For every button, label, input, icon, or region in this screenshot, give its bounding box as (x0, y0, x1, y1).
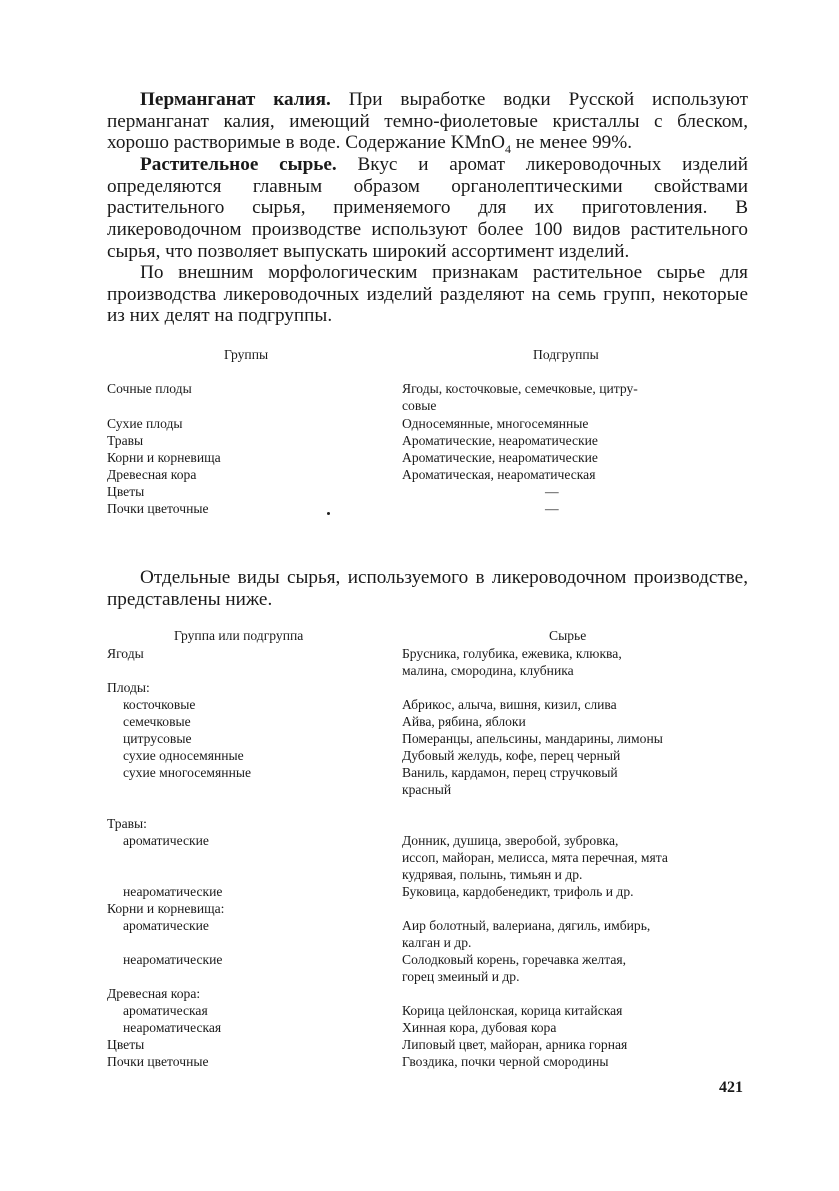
table1-subgroup: Односемянные, многосемянные (402, 416, 589, 431)
table2-subgroup: ароматические (123, 833, 209, 848)
table2-subgroup: сухие односемянные (123, 748, 244, 763)
table2-group: Корни и корневища: (107, 901, 225, 916)
table2-subgroup: косточковые (123, 697, 196, 712)
table1-header-subgroups: Подгруппы (533, 347, 599, 362)
paragraph-plant-raw-material (107, 154, 748, 263)
table2-raw: малина, смородина, клубника (402, 663, 574, 678)
table1-subgroup: Ароматические, неароматические (402, 433, 598, 448)
table1-subgroup: Ягоды, косточковые, семечковые, цитру- (402, 381, 638, 396)
table1-group: Сочные плоды (107, 381, 192, 396)
subscript: 4 (504, 142, 511, 157)
table1-subgroup-dash: — (545, 484, 559, 499)
table1-group: Корни и корневища (107, 450, 221, 465)
table1-group: Цветы (107, 484, 145, 499)
paragraph-lead: Растительное сырье. (140, 154, 337, 175)
table2-subgroup: неароматические (123, 884, 223, 899)
table2-subgroup: семечковые (123, 714, 191, 729)
table2-group: Плоды: (107, 680, 150, 695)
table2-raw: Донник, душица, зверобой, зубровка, (402, 833, 619, 848)
stray-dot (327, 512, 330, 515)
page-number: 421 (719, 1079, 743, 1096)
table1-subgroup: совые (402, 398, 437, 413)
table2-raw: Буковица, кардобенедикт, трифоль и др. (402, 884, 634, 899)
table1-group: Древесная кора (107, 467, 197, 482)
table2-raw: Корица цейлонская, корица китайская (402, 1003, 623, 1018)
paragraph-text: Вкус и аромат ликероводочных изделий определяются главным образом органолептическими свойствами растительного сырья, применяемого для их приготовления. В ликероводочном производстве используют более 100 видов растительного сырья, что позволяет выпускать широкий ассортимент изделий. (107, 154, 748, 262)
table2-subgroup: неароматическая (123, 1020, 222, 1035)
table2-raw: иссоп, майоран, мелисса, мята перечная, мята (402, 850, 668, 865)
table2-subgroup: сухие многосемянные (123, 765, 252, 780)
table2-subgroup: неароматические (123, 952, 223, 967)
table1-header-groups: Группы (224, 347, 269, 362)
table2-raw: кудрявая, полынь, тимьян и др. (402, 867, 583, 882)
table2-raw: Липовый цвет, майоран, арника горная (402, 1037, 628, 1052)
table2-raw: Солодковый корень, горечавка желтая, (402, 952, 627, 967)
table2-raw: Гвоздика, почки черной смородины (402, 1054, 609, 1069)
table2-group: Травы: (107, 816, 147, 831)
table2-group: Древесная кора: (107, 986, 201, 1001)
paragraph-text: При выработке водки Русской используют перманганат калия, имеющий темно-фиолетовые кристаллы с блеском, хорошо растворимые в воде. Содержание KMnO (107, 89, 748, 154)
table1-group: Травы (107, 433, 144, 448)
table2-raw: Абрикос, алыча, вишня, кизил, слива (402, 697, 617, 712)
table1-subgroup-dash: — (545, 501, 559, 516)
table1-group: Сухие плоды (107, 416, 183, 431)
table1-group: Почки цветочные (107, 501, 209, 516)
table2-subgroup: ароматические (123, 918, 209, 933)
paragraph-text: Отдельные виды сырья, используемого в ликероводочном производстве, представлены ниже. (107, 567, 748, 610)
table2-raw: Айва, рябина, яблоки (402, 714, 526, 729)
table2-raw: Брусника, голубика, ежевика, клюква, (402, 646, 622, 661)
paragraph-morphology (107, 262, 748, 327)
table2-raw: калган и др. (402, 935, 472, 950)
table2-subgroup: цитрусовые (123, 731, 192, 746)
paragraph-raw-material-types (107, 567, 748, 610)
table2-raw: Хинная кора, дубовая кора (402, 1020, 557, 1035)
table2-group: Цветы (107, 1037, 145, 1052)
table2-header-raw: Сырье (549, 628, 587, 643)
table2-raw: Аир болотный, валериана, дягиль, имбирь, (402, 918, 651, 933)
paragraph-text-tail: не менее 99%. (510, 132, 633, 154)
table1-subgroup: Ароматическая, неароматическая (402, 467, 596, 482)
paragraph-lead: Перманганат калия. (140, 89, 331, 110)
table2-header-group: Группа или подгруппа (174, 628, 304, 643)
table2-raw: красный (402, 782, 452, 797)
table2-raw: Померанцы, апельсины, мандарины, лимоны (402, 731, 663, 746)
table2-subgroup: ароматическая (123, 1003, 208, 1018)
table2-group: Ягоды (107, 646, 144, 661)
paragraph-potassium-permanganate (107, 89, 748, 161)
table2-raw: Дубовый желудь, кофе, перец черный (402, 748, 621, 763)
table2-raw: Ваниль, кардамон, перец стручковый (402, 765, 618, 780)
table1-subgroup: Ароматические, неароматические (402, 450, 598, 465)
table2-raw: горец змеиный и др. (402, 969, 520, 984)
paragraph-text: По внешним морфологическим признакам растительное сырье для производства ликероводочных изделий разделяют на семь групп, некоторые из них делят на подгруппы. (107, 262, 748, 327)
table2-group: Почки цветочные (107, 1054, 209, 1069)
